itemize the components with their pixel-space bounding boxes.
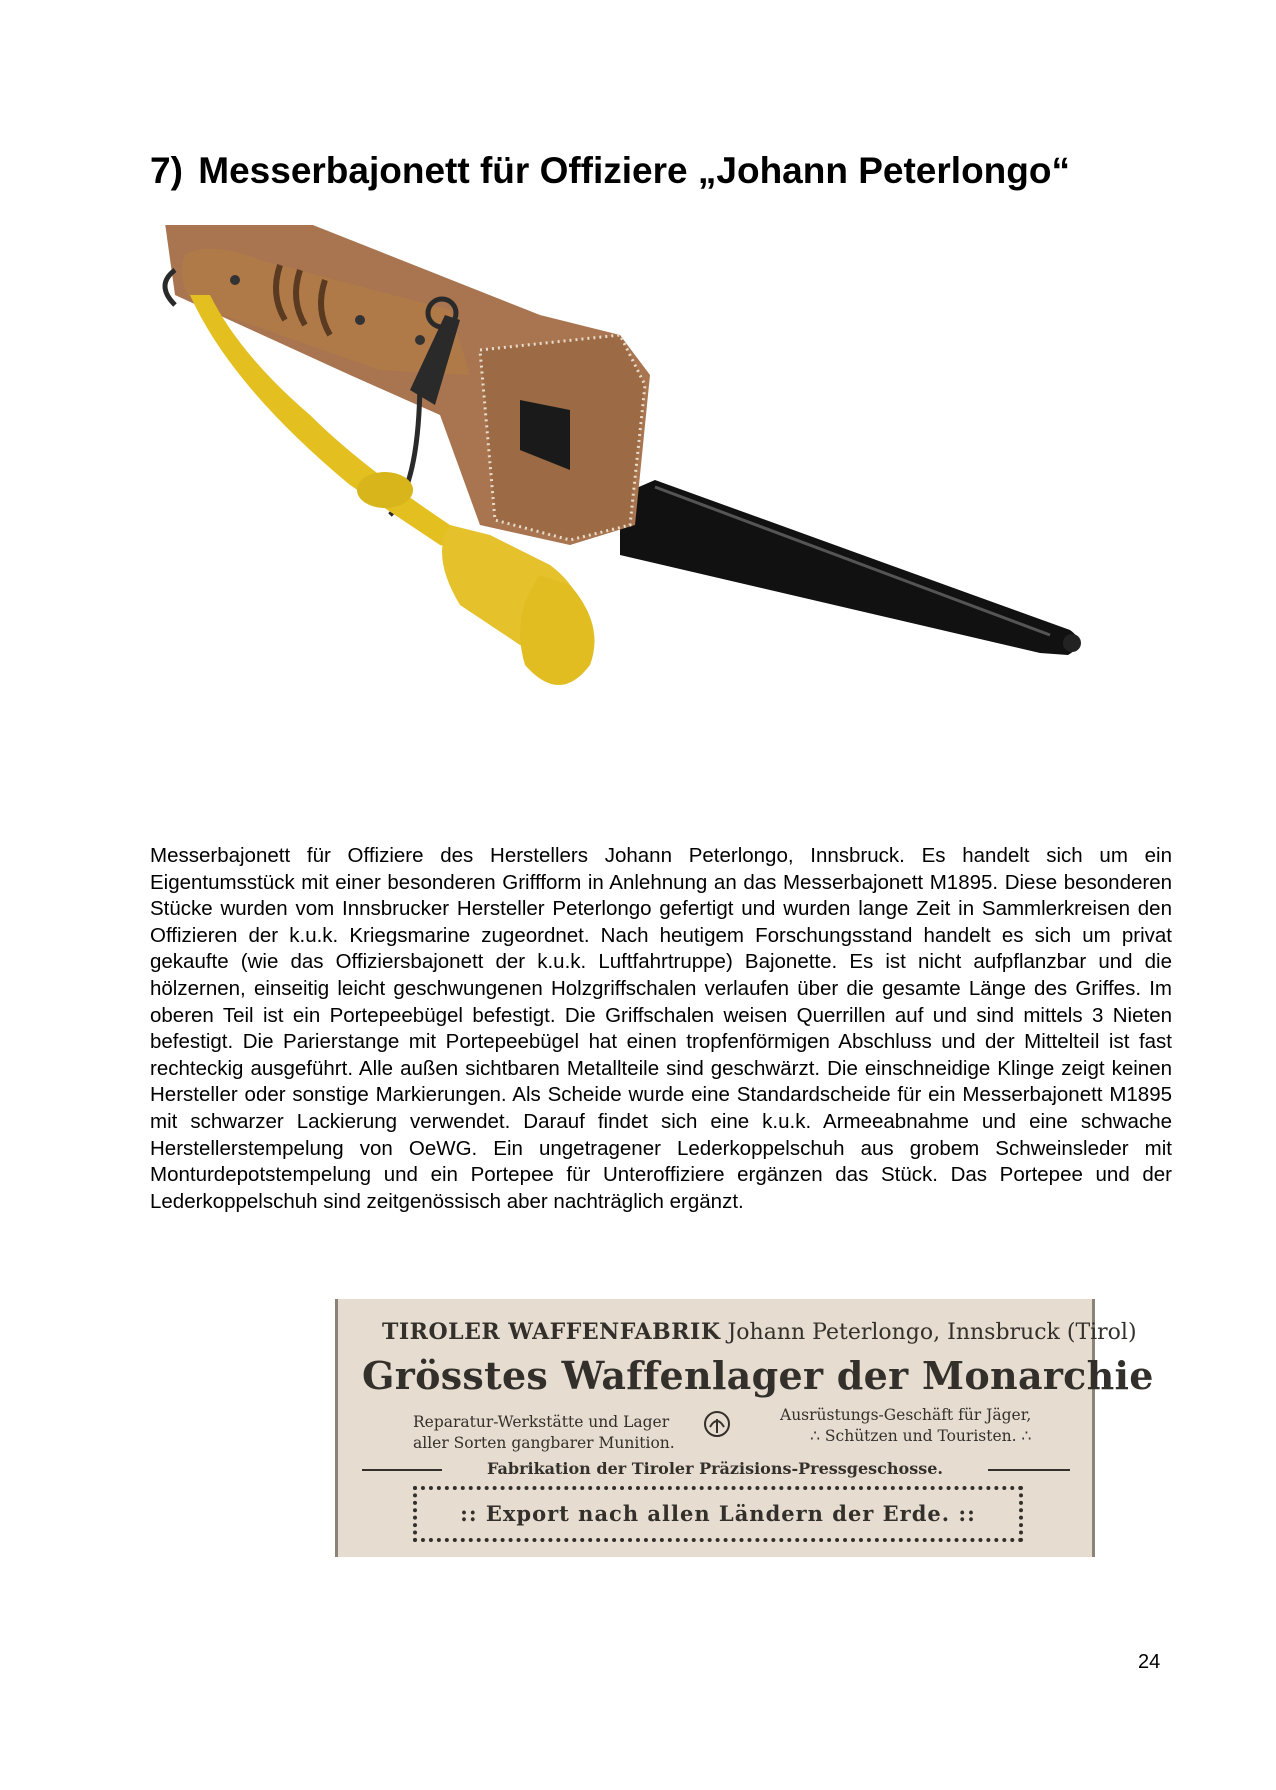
ad-company-line	[382, 1319, 1137, 1345]
ad-left-column	[413, 1412, 675, 1454]
ad-export-box	[413, 1486, 1023, 1542]
bayonet-photo	[150, 225, 1100, 785]
ad-fabrication-line: Fabrikation der Tiroler Präzisions-Pressgeschosse.	[487, 1459, 943, 1478]
section-number: 7)	[150, 150, 183, 191]
ad-right-column	[780, 1405, 1031, 1447]
historical-advertisement	[335, 1299, 1154, 1557]
ad-rule-right	[988, 1469, 1070, 1471]
ad-left-line: aller Sorten gangbarer Munition.	[413, 1434, 675, 1452]
ad-emblem-icon	[702, 1409, 732, 1443]
ad-right-line: Ausrüstungs-Geschäft für Jäger,	[780, 1406, 1032, 1424]
section-title: Messerbajonett für Offiziere „Johann Peterlongo“	[198, 150, 1070, 191]
section-heading	[150, 150, 1070, 192]
ad-export-line: :: Export nach allen Ländern der Erde. ::	[460, 1501, 976, 1526]
ad-firm-name: TIROLER WAFFENFABRIK	[382, 1319, 721, 1345]
ad-right-line: ∴ Schützen und Touristen. ∴	[810, 1427, 1032, 1445]
page-number: 24	[1138, 1651, 1161, 1673]
ad-firm-owner: Johann Peterlongo, Innsbruck (Tirol)	[727, 1320, 1137, 1345]
body-paragraph: Messerbajonett für Offiziere des Herstellers Johann Peterlongo, Innsbruck. Es handelt sich um ein Eigentumsstück mit einer besonderen Griffform in Anlehnung an das Messerbajonett M1895. Diese besonderen Stücke wurden vom Innsbrucker Hersteller Peterlongo gefertigt und wurden lange Zeit in Sammlerkreisen den Offizieren der k.u.k. Kriegsmarine zugeordnet. Nach heutigem Forschungsstand handelt es sich um privat gekaufte (wie das Offiziersbajonett der k.u.k. Luftfahrtruppe) Bajonette. Es ist nicht aufpflanzbar und die hölzernen, einseitig leicht geschwungenen Holzgriffschalen verlaufen über die gesamte Länge des Griffes. Im oberen Teil ist ein Portepeebügel befestigt. Die Griffschalen weisen Querrillen auf und sind mittels 3 Nieten befestigt. Die Parierstange mit Portepeebügel hat einen tropfenförmigen Abschluss und der Mittelteil ist fast rechteckig ausgeführt. Alle außen sichtbaren Metallteile sind geschwärzt. Die einschneidige Klinge zeigt keinen Hersteller oder sonstige Markierungen. Als Scheide wurde eine Standardscheide für ein Messerbajonett M1895 mit schwarzer Lackierung verwendet. Darauf findet sich eine k.u.k. Armeeabnahme und eine schwache Herstellerstempelung von OeWG. Ein ungetragener Lederkoppelschuh aus grobem Schweinsleder mit Monturdepotstempelung und ein Portepee für Unteroffiziere ergänzen das Stück. Das Portepee und der Lederkoppelschuh sind zeitgenössisch aber nachträglich ergänzt.	[150, 844, 1172, 1213]
ad-headline: Grösstes Waffenlager der Monarchie	[362, 1353, 1154, 1398]
ad-left-line: Reparatur-Werkstätte und Lager	[413, 1413, 670, 1431]
